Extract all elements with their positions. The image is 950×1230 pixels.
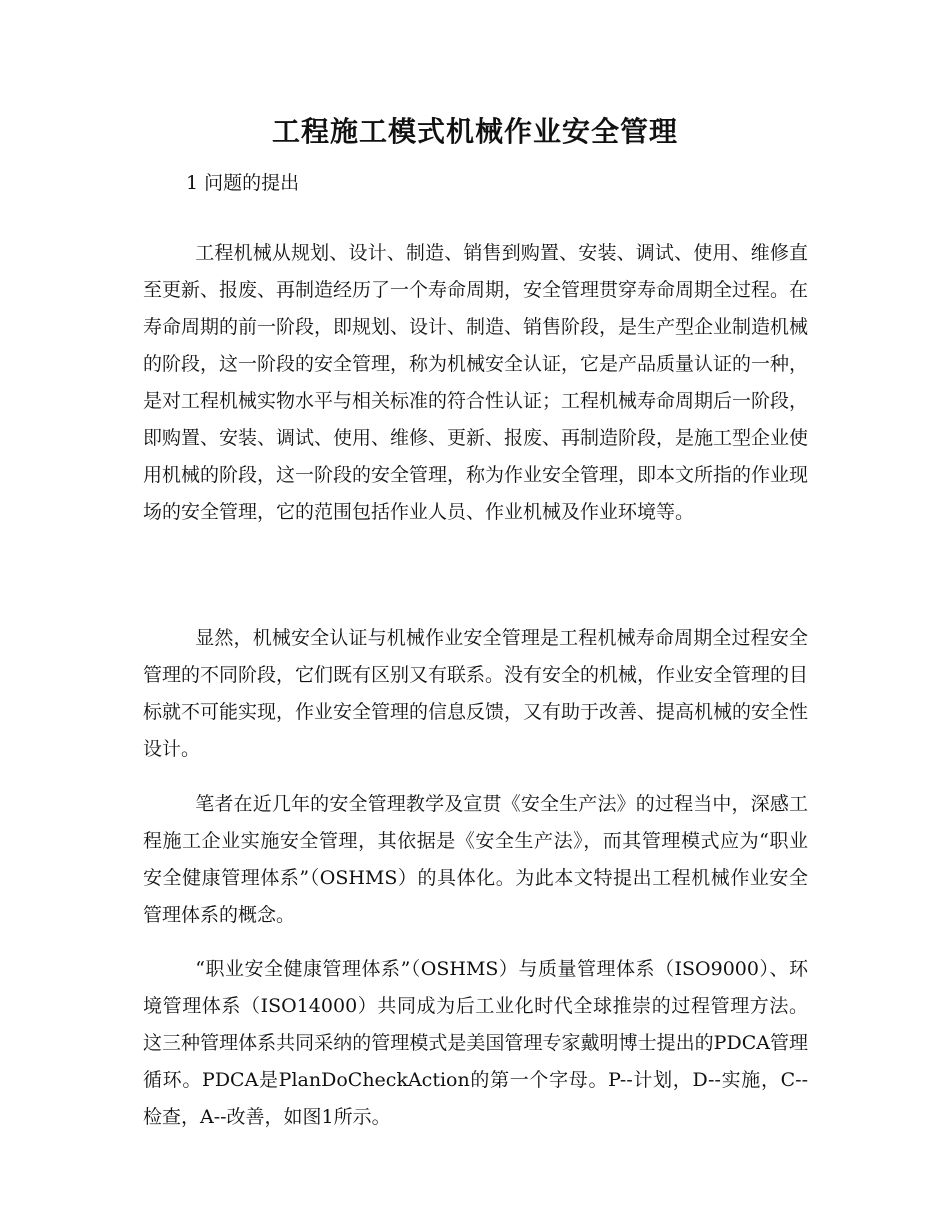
paragraph: 显然，机械安全认证与机械作业安全管理是工程机械寿命周期全过程安全管理的不同阶段，它们既有区别又有联系。没有安全的机械，作业安全管理的目标就不可能实现，作业安全管理的信息反馈，又有助于改善、提高机械的安全性设计。	[143, 627, 809, 760]
paragraph: “职业安全健康管理体系”（OSHMS）与质量管理体系（ISO9000）、环境管理体系（ISO14000）共同成为后工业化时代全球推崇的过程管理方法。这三种管理体系共同采纳的管理模式是美国管理专家戴明博士提出的PDCA管理循环。PDCA是PlanDoCheckAction的第一个字母。P--计划，D--实施，C--检查，A--改善，如图1所示。	[143, 958, 808, 1128]
paragraph: 笔者在近几年的安全管理教学及宣贯《安全生产法》的过程当中，深感工程施工企业实施安全管理，其依据是《安全生产法》，而其管理模式应为“职业安全健康管理体系”（OSHMS）的具体化。为此本文特提出工程机械作业安全管理体系的概念。	[143, 793, 808, 926]
section-heading: 1 问题的提出	[186, 172, 300, 194]
paragraph: 工程机械从规划、设计、制造、销售到购置、安装、调试、使用、维修直至更新、报废、再制造经历了一个寿命周期，安全管理贯穿寿命周期全过程。在寿命周期的前一阶段，即规划、设计、制造、销售阶段，是生产型企业制造机械的阶段，这一阶段的安全管理，称为机械安全认证，它是产品质量认证的一种，是对工程机械实物水平与相关标准的符合性认证；工程机械寿命周期后一阶段，即购置、安装、调试、使用、维修、更新、报废、再制造阶段，是施工型企业使用机械的阶段，这一阶段的安全管理，称为作业安全管理，即本文所指的作业现场的安全管理，它的范围包括作业人员、作业机械及作业环境等。	[143, 242, 809, 523]
page-title: 工程施工模式机械作业安全管理	[271, 115, 678, 148]
